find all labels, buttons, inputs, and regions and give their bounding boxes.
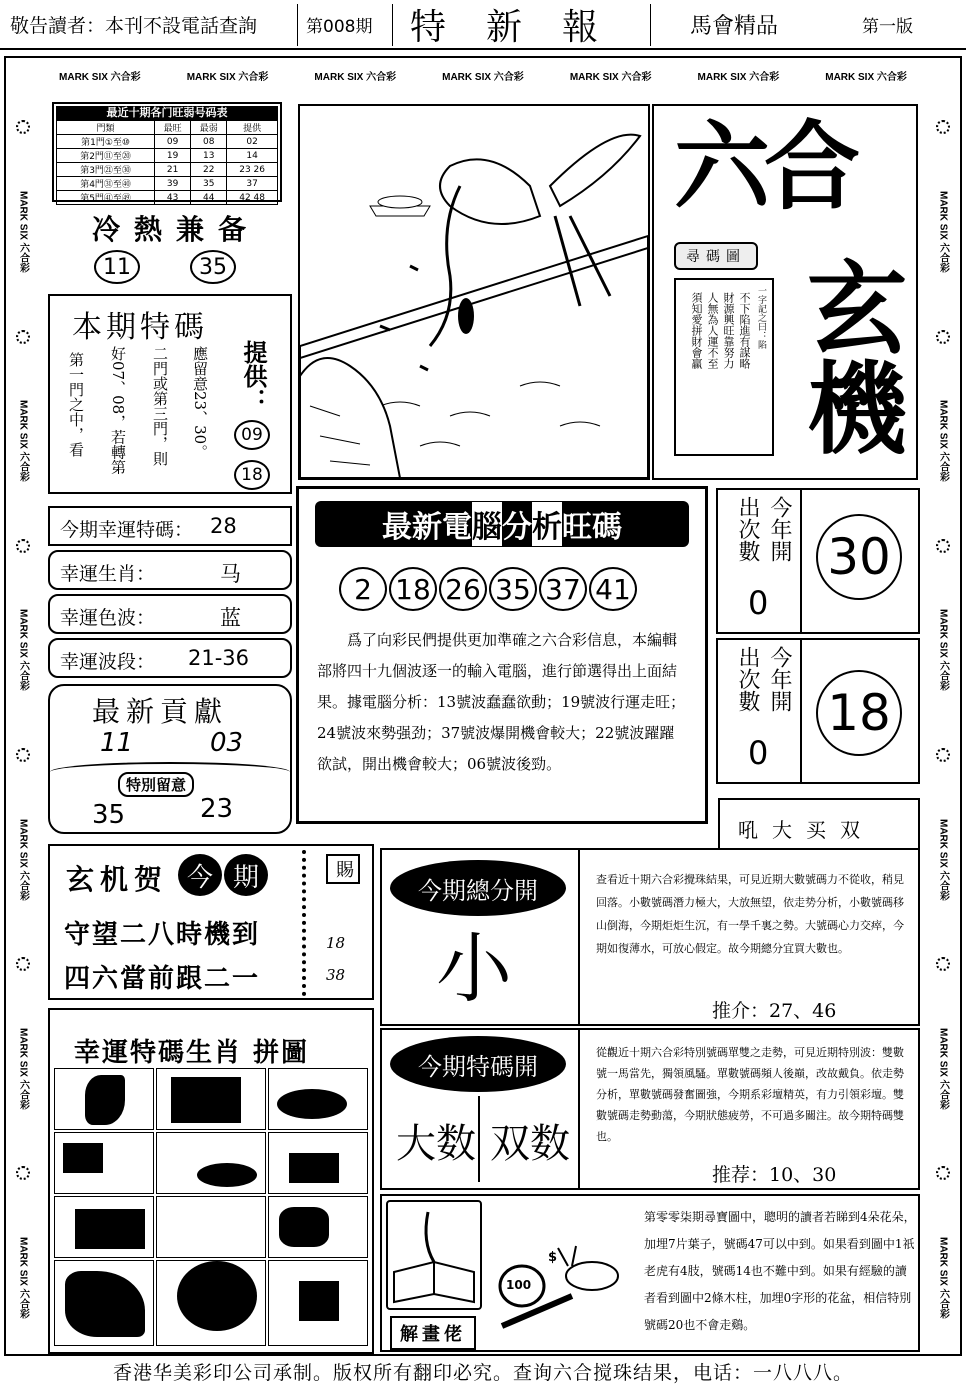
watermark: MARK SIX 六合彩 [937, 1236, 949, 1319]
special-open-result-a: 大数 [396, 1121, 476, 1167]
xuanji-line1: 守望二八時機到 [64, 920, 261, 950]
flower-icon [16, 539, 30, 553]
provide-number: 18 [234, 460, 270, 490]
lucky-range-row [48, 638, 292, 678]
puzzle-piece [54, 1196, 154, 1258]
appear-box-2 [716, 638, 920, 784]
analysis-title: 腦 [472, 502, 502, 546]
lucky-range-label: 幸運波段： [60, 651, 156, 673]
analysis-title: 析 [532, 502, 562, 546]
contribution-number: 11 [100, 728, 134, 758]
cartoon-drawing [492, 1236, 632, 1346]
lucky-special-value: 28 [210, 514, 237, 538]
analysis-title: 旺 [562, 510, 592, 545]
appear-number: 18 [816, 670, 902, 756]
appear-divider [800, 640, 802, 782]
issue-number: 第008期 [306, 16, 373, 37]
scroll-verse: 財源興旺靠努力 [722, 292, 735, 369]
notice-text: 敬告讀者：本刊不設電話查詢 [10, 14, 258, 37]
scroll-panel [652, 104, 918, 480]
analysis-title-bar [315, 501, 689, 547]
analysis-number: 18 [389, 567, 437, 611]
flower-icon [16, 748, 30, 762]
watermark-strip-top [36, 60, 930, 90]
table-row [57, 149, 278, 163]
total-title: 今期總分開 [390, 860, 566, 916]
lucky-color-row [48, 594, 292, 634]
appear-label-b: 今年開 [767, 496, 792, 562]
table-row [57, 163, 278, 177]
puzzle-piece [156, 1132, 266, 1194]
table-cell: 02 [227, 135, 278, 149]
dotted-divider [302, 850, 306, 996]
appear-number: 30 [816, 514, 902, 600]
total-result: 小 [436, 924, 512, 1013]
special-code-box [48, 294, 292, 494]
appear-count: 0 [748, 584, 769, 622]
picture-box [380, 1194, 920, 1352]
watermark: MARK SIX 六合彩 [17, 1236, 29, 1319]
special-open-result-b: 双数 [490, 1121, 570, 1167]
flower-icon [16, 120, 30, 134]
special-open-title: 今期特碼開 [390, 1036, 566, 1092]
table-cell: 13 [191, 149, 227, 163]
special-open-divider [578, 1030, 580, 1188]
book-drawing [386, 1200, 482, 1310]
col-header: 門類 [57, 121, 155, 135]
divider [392, 4, 393, 46]
contribution-title: 最新貢獻 [92, 695, 229, 728]
analysis-number: 35 [489, 567, 537, 611]
puzzle-piece [156, 1068, 266, 1130]
analysis-box [296, 486, 708, 824]
table-cell: 19 [155, 149, 191, 163]
watermark-strip-right [928, 92, 958, 1347]
xuanji-box [48, 844, 374, 1000]
paper-title: 特新報 [410, 6, 639, 48]
appear-label-a: 出次數 [735, 496, 760, 562]
total-divider [578, 850, 580, 1024]
watermark: MARK SIX 六合彩 [59, 71, 141, 83]
divider [650, 4, 651, 46]
xuanji-title-c: 期 [224, 854, 268, 896]
scroll-verse-lead: 一字記之曰：陷 [756, 286, 766, 349]
table-cell: 35 [191, 177, 227, 191]
watermark: MARK SIX 六合彩 [442, 71, 524, 83]
flower-icon [936, 957, 950, 971]
table-cell: 39 [155, 177, 191, 191]
lucky-zodiac-value: 马 [220, 562, 241, 586]
money-roll-label: 100 [506, 1278, 532, 1292]
table-row [57, 191, 278, 205]
table-cell: 37 [227, 177, 278, 191]
table-cell: 第4門㉛至㊵ [57, 177, 155, 191]
special-open-result-divider [478, 1096, 480, 1182]
header-bar [0, 0, 966, 50]
appear-box-1 [716, 488, 920, 634]
lucky-range-value: 21-36 [188, 646, 250, 670]
table-cell: 44 [191, 191, 227, 205]
footer-text: 香港华美彩印公司承制。版权所有翻印必究。查询六合搅珠结果，电话：一八八八。 [112, 1362, 853, 1384]
xuanji-side-number: 18 [326, 934, 346, 952]
watermark: MARK SIX 六合彩 [314, 71, 397, 83]
table-cell: 09 [155, 135, 191, 149]
book-icon [388, 1202, 480, 1308]
watermark: MARK SIX 六合彩 [17, 400, 29, 482]
watermark: MARK SIX 六合彩 [937, 400, 949, 482]
special-open-text: 從觀近十期六合彩特別號碼單雙之走勢，可見近期特別波：雙數號一馬當先，獨領風騷。單數號碼頻人後巔，改故戴負。依走勢分析，單數號碼發奮圖強，今期系彩壇精英，有力引領彩壇。雙數號碼走勢動蕩，今期狀態疲勞，不可過多關注。故今期特碼雙也。 [596, 1046, 904, 1143]
col-header: 最旺 [155, 121, 191, 135]
table-cell: 42 48 [227, 191, 278, 205]
watermark: MARK SIX 六合彩 [186, 71, 269, 83]
special-code-col: 第一門之中，看 [67, 352, 85, 457]
edition-label: 第一版 [862, 16, 913, 37]
xuanji-title-b: 今 [178, 854, 222, 896]
xuanji-line2: 四六當前跟二一 [64, 964, 261, 994]
contribution-number: 03 [210, 728, 244, 758]
watermark: MARK SIX 六合彩 [937, 609, 949, 692]
scroll-title-a: 六合 [674, 110, 854, 223]
scroll-paper [674, 278, 774, 456]
picture-text: 第零零柒期尋寶圖中，聰明的讀者若睇到4朵花朵，加埋7片葉子，號碼47可以中到。如果看到圖中1祇老虎有4肢，號碼14也不難中到。如果有經驗的讀者看到圖中2條木柱，加埋0字形的花盆，相信特別號碼20也不會走鷄。 [644, 1210, 916, 1332]
watermark: MARK SIX 六合彩 [17, 609, 29, 692]
puzzle-piece [54, 1132, 154, 1194]
special-code-col: 二門或第三門，則 [151, 346, 169, 466]
watermark: MARK SIX 六合彩 [697, 71, 780, 83]
table-cell: 第5門㊶至㊾ [57, 191, 155, 205]
flower-icon [936, 330, 950, 344]
lucky-zodiac-label: 幸運生肖： [60, 563, 156, 585]
table-cell: 第2門⑪至⑳ [57, 149, 155, 163]
watermark: MARK SIX 六合彩 [937, 1027, 949, 1110]
watermark: MARK SIX 六合彩 [17, 191, 29, 273]
special-open-recommend: 推荐：10、30 [712, 1164, 837, 1186]
stats-table-box [52, 102, 282, 202]
watermark-strip-left [8, 92, 38, 1347]
lucky-special-label: 今期幸運特碼： [60, 519, 194, 541]
total-recommend: 推介：27、46 [712, 1000, 837, 1022]
puzzle-piece [268, 1068, 368, 1130]
shout-box [718, 798, 920, 850]
puzzle-piece [268, 1132, 368, 1194]
scroll-title-b: 玄機 [790, 256, 908, 456]
divider [297, 4, 298, 46]
lucky-color-value: 蓝 [220, 606, 241, 630]
cold-hot-title: 冷熱兼备 [92, 213, 261, 246]
money-flag: $ [548, 1250, 558, 1265]
appear-divider [800, 490, 802, 632]
watermark: MARK SIX 六合彩 [825, 71, 907, 83]
watermark: MARK SIX 六合彩 [937, 818, 949, 901]
xuanji-title-a: 玄机贺 [66, 863, 169, 896]
table-cell: 第3門㉑至㉚ [57, 163, 155, 177]
analysis-title: 碼 [592, 510, 622, 545]
puzzle-piece [268, 1260, 368, 1346]
provide-number: 09 [234, 420, 270, 450]
flower-icon [16, 1166, 30, 1180]
appear-label-a: 出次數 [735, 646, 760, 712]
stats-table-title: 最近十期各门旺弱号码表 [56, 106, 278, 120]
picture-label: 解畫佬 [390, 1316, 476, 1350]
appear-count: 0 [748, 734, 769, 772]
analysis-number: 37 [539, 567, 587, 611]
puzzle-piece [54, 1068, 154, 1130]
flower-icon [16, 330, 30, 344]
contribution-box [48, 684, 292, 834]
flower-icon [936, 1166, 950, 1180]
bird-drawing [300, 106, 648, 478]
analysis-number: 26 [439, 567, 487, 611]
table-cell: 43 [155, 191, 191, 205]
scroll-tag: 尋碼圖 [674, 242, 758, 270]
flower-icon [936, 120, 950, 134]
lucky-special-row [48, 506, 292, 546]
puzzle-box [48, 1008, 374, 1354]
puzzle-piece [54, 1260, 154, 1346]
watermark: MARK SIX 六合彩 [17, 818, 29, 901]
table-cell: 14 [227, 149, 278, 163]
table-cell: 21 [155, 163, 191, 177]
lucky-zodiac-row [48, 550, 292, 590]
puzzle-title: 幸運特碼生肖 拼圖 [74, 1038, 310, 1068]
special-open-box [380, 1028, 920, 1190]
scroll-verse: 不下陷進有謀略 [738, 292, 751, 369]
table-cell: 22 [191, 163, 227, 177]
scroll-verse: 人無為人運不至 [706, 292, 719, 369]
total-box [380, 848, 920, 1026]
analysis-title: 分 [502, 510, 532, 545]
analysis-number: 2 [339, 567, 387, 611]
col-header: 提供 [227, 121, 278, 135]
analysis-title: 最新電 [382, 510, 472, 545]
cold-hot-number: 11 [94, 250, 140, 284]
brand-label: 馬會精品 [690, 13, 779, 39]
watermark: MARK SIX 六合彩 [17, 1027, 29, 1110]
flower-icon [936, 748, 950, 762]
puzzle-piece [156, 1196, 266, 1258]
table-cell: 08 [191, 135, 227, 149]
scroll-verse: 須知愛拼財會贏 [690, 292, 703, 369]
puzzle-piece [156, 1260, 266, 1346]
analysis-paragraph: 爲了向彩民們提供更加準確之六合彩信息，本編輯部將四十九個波逐一的輸入電腦，進行節選得出上面結果。據電腦分析：13號波蠢蠢欲動；19號波行運走旺；24號波來勢强劲；37號波爆開機會較大；22號波躍躍欲試，開出機會較大；06號波後勁。 [317, 631, 686, 773]
shout-title: 吼大买双 [738, 818, 874, 842]
contribution-number: 23 [200, 794, 234, 824]
special-code-col: 好07、08，若轉第 [109, 346, 127, 475]
watermark: MARK SIX 六合彩 [569, 71, 652, 83]
total-text: 查看近十期六合彩攪珠結果，可見近期大數號碼力不從收，稍見回落。小數號碼潛力極大，大放無望，依走势分析，小數號碼移山倒海，今期炬炬生沉，有一學千裏之勢。大號碼心力交瘁，今期如復薄水，可放心假定。故今期總分宜買大數也。 [596, 873, 904, 955]
provide-label: 提供： [239, 340, 268, 412]
flower-icon [936, 539, 950, 553]
table-row [57, 135, 278, 149]
puzzle-piece [268, 1196, 368, 1258]
lucky-color-label: 幸運色波： [60, 607, 156, 629]
special-code-col: 應留意23、30。 [191, 346, 209, 460]
analysis-number: 41 [589, 567, 637, 611]
xuanji-side-title: 賜 [326, 854, 360, 884]
stats-table [56, 120, 278, 205]
appear-label-b: 今年開 [767, 646, 792, 712]
spoonbill-illustration [298, 104, 650, 480]
contribution-number: 35 [92, 800, 126, 830]
col-header: 最弱 [191, 121, 227, 135]
watermark: MARK SIX 六合彩 [937, 191, 949, 273]
special-code-title: 本期特碼 [72, 310, 208, 345]
table-cell: 23 26 [227, 163, 278, 177]
table-row [57, 177, 278, 191]
cold-hot-number: 35 [190, 250, 236, 284]
flower-icon [16, 957, 30, 971]
note-label: 特別留意 [118, 772, 194, 797]
xuanji-side-number: 38 [326, 966, 346, 984]
table-cell: 第1門①至⑩ [57, 135, 155, 149]
